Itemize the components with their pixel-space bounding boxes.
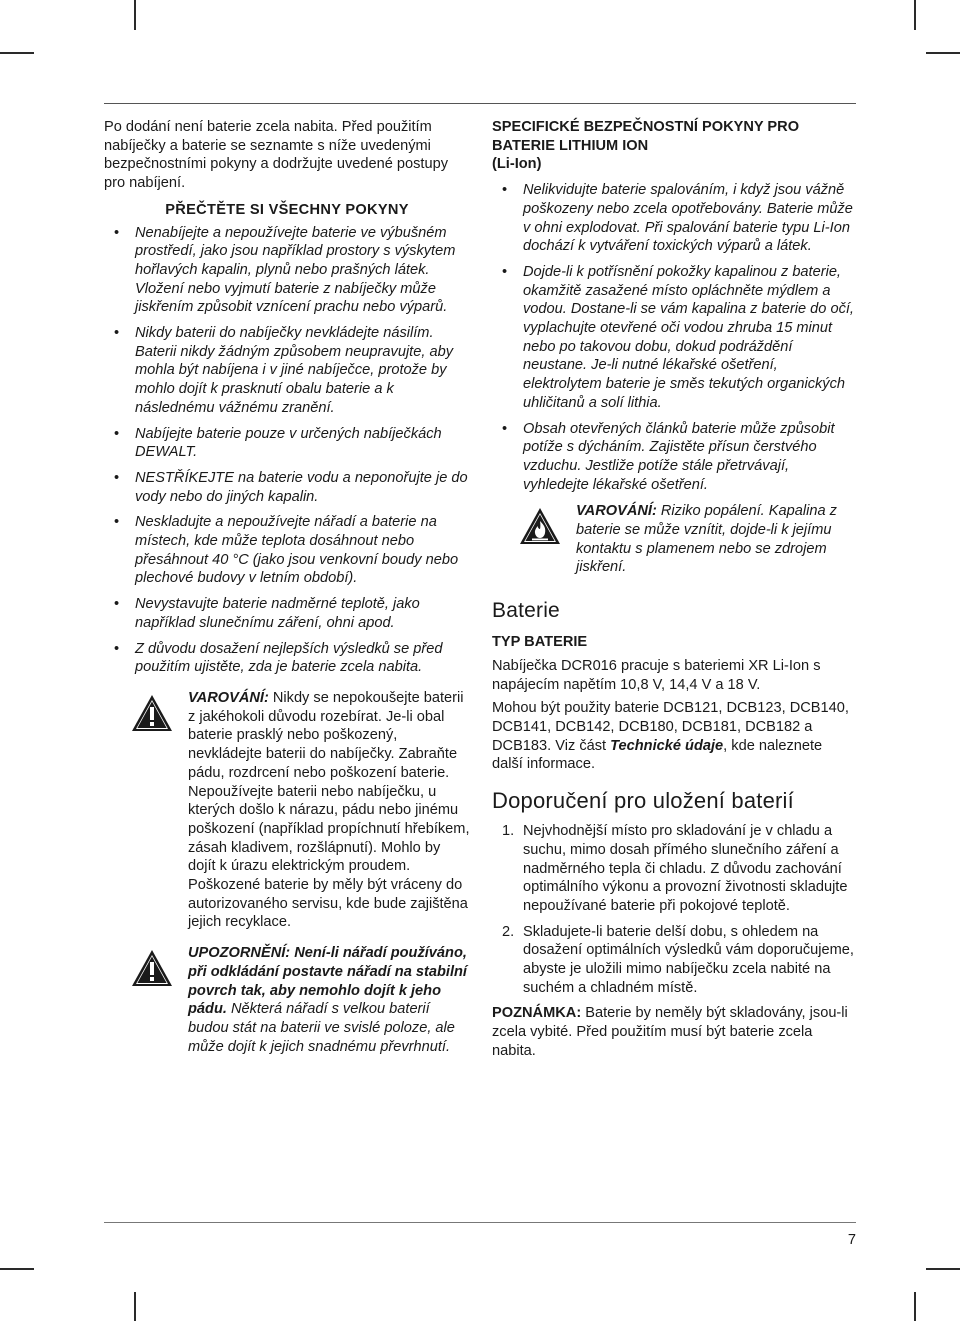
specific-safety-heading-liion: (Li-Ion) xyxy=(492,156,542,173)
specific-safety-heading: SPECIFICKÉ BEZPEČNOSTNÍ POKYNY PRO BATERIE LITHIUM ION xyxy=(492,119,800,154)
footer-rule xyxy=(104,1222,856,1223)
technical-data-reference: Technické údaje xyxy=(610,737,724,754)
warning-block xyxy=(104,689,470,932)
caution-block xyxy=(104,944,470,1056)
crop-mark xyxy=(926,52,960,54)
warning-text: Nikdy se nepokoušejte baterii z jakéhokoli důvodu rozebírat. Je-li obal baterie prasklý nebo poškozený, nevkládejte baterii do nabíječky. Zabraňte pádu, rozdrcení nebo poškození baterie. Nepoužívejte baterii nebo nabíječku, u kterých došlo k nárazu, pádu nebo jinému poškození (například propíchnutí hřebíkem, zásah kladivem, rozšlápnutí). Mohlo by dojít k úrazu elektrickým proudem. Poškozené baterie by měly být vráceny do autorizovaného servisu, kde bude zajištěna jejich recyklace. xyxy=(188,689,470,931)
fire-warning-block xyxy=(492,502,857,577)
storage-list xyxy=(492,822,857,997)
battery-models-paragraph: Mohou být použity baterie DCB121, DCB123, DCB140, DCB141, DCB142, DCB180, DCB181, DCB182 a DCB183. Viz část Technické údaje, kde naleznete další informace. xyxy=(492,700,849,773)
battery-type-paragraph: Nabíječka DCR016 pracuje s bateriemi XR Li-Ion s napájecím napětím 10,8 V, 14,4 V a 18 V. xyxy=(492,657,821,693)
right-column xyxy=(492,118,857,1066)
crop-mark xyxy=(914,1292,916,1321)
crop-mark xyxy=(0,52,34,54)
fire-hazard-icon xyxy=(518,506,562,546)
caution-triangle-icon xyxy=(130,948,174,988)
crop-mark xyxy=(0,1268,34,1270)
crop-mark xyxy=(914,0,916,30)
list-item: • Dojde-li k potřísnění pokožky kapalinou z baterie, okamžitě zasažené místo opláchněte mýdlem a vodou. Dostane-li se vám kapalina z baterie do očí, vyplachujte otevřené oči vodou zhruba 15 minut nebo po takovou dobu, dokud podráždění neustane. Je-li nutné lékařské ošetření, elektrolytem baterie je směs tekutých organických uhličitanů a solí lithia. xyxy=(492,263,857,413)
crop-mark xyxy=(134,1292,136,1321)
list-item: • Nabíjejte baterie pouze v určených nabíječkách DEWALT. xyxy=(104,425,470,462)
page-number: 7 xyxy=(847,1232,856,1248)
left-column xyxy=(104,118,470,1066)
list-item: • Neskladujte a nepoužívejte nářadí a baterie na místech, kde může teplota dosáhnout nebo přesáhnout 40 °C (jako jsou venkovní boudy nebo plechové budovy v letním období). xyxy=(104,513,470,588)
read-all-heading: PŘEČTĚTE SI VŠECHNY POKYNY xyxy=(165,201,409,218)
caution-text: Některá nářadí s velkou baterií budou stát na baterii ve svislé poloze, ale může dojít k jejich snadnému převrhnutí. xyxy=(188,1001,455,1055)
header-rule xyxy=(104,103,856,104)
warning-triangle-icon xyxy=(130,693,174,733)
crop-mark xyxy=(134,0,136,30)
liion-bullet-list xyxy=(492,181,857,494)
list-item: • NESTŘÍKEJTE na baterie vodu a neponořujte je do vody nebo do jiných kapalin. xyxy=(104,469,470,506)
list-item: • Nelikvidujte baterie spalováním, i když jsou vážně poškozeny nebo zcela opotřebovány. Baterie může v ohni explodovat. Při spalování baterie typu Li-Ion dochází k vytváření toxických výparů a látek. xyxy=(492,181,857,256)
caution-label: UPOZORNĚNÍ: Není-li nářadí používáno, při odkládání postavte nářadí na stabilní povrch tak, aby nemohlo dojít k jeho pádu. xyxy=(188,945,467,1018)
safety-bullet-list xyxy=(104,224,470,677)
fire-warning-label: VAROVÁNÍ: xyxy=(576,503,657,520)
list-item: • Nevystavujte baterie nadměrné teplotě, jako například slunečnímu záření, ohni apod. xyxy=(104,595,470,632)
list-item: 2. Skladujete-li baterie delší dobu, s ohledem na dosažení optimálních výsledků vám doporučujeme, abyste je uložili mimo nabíječku zcela nabité na suchém a chladném místě. xyxy=(502,923,854,996)
brand-small-caps: E xyxy=(145,444,156,461)
list-item: 1. Nejvhodnější místo pro skladování je v chladu a suchu, mimo dosah přímého slunečního záření a nadměrného tepla či chladu. Z důvodu zachování optimálního výkonu a provozní životnosti skladujte nepoužívané baterie při pokojové teplotě. xyxy=(502,823,848,914)
list-item: • Nikdy baterii do nabíječky nevkládejte násilím. Baterii nikdy žádným způsobem neupravujte, aby mohla být nabíjena i v jiné nabíječce, protože by mohlo dojít k prasknutí obalu baterie a k následnému vážnému zranění. xyxy=(104,324,470,418)
warning-label: VAROVÁNÍ: xyxy=(188,689,269,706)
intro-paragraph: Po dodání není baterie zcela nabita. Před použitím nabíječky a baterie se seznamte s níže uvedenými bezpečnostními pokyny a dodržujte uvedené postupy pro nabíjení. xyxy=(104,119,448,192)
list-item: • Nenabíjejte a nepoužívejte baterie ve výbušném prostředí, jako jsou například prostory s výskytem hořlavých kapalin, plynů nebo prašných látek. Vložení nebo vyjmutí baterie z nabíječky může jiskřením způsobit vznícení prachu nebo výparů. xyxy=(104,224,470,318)
list-item: • Z důvodu dosažení nejlepších výsledků se před použitím ujistěte, zda je baterie zcela nabita. xyxy=(104,640,470,677)
note-paragraph xyxy=(492,1004,857,1060)
battery-type-heading: TYP BATERIE xyxy=(492,634,588,651)
note-text: Baterie by neměly být skladovány, jsou-li zcela vybité. Před použitím musí být baterie zcela nabita. xyxy=(492,1005,848,1059)
note-label: POZNÁMKA: xyxy=(492,1005,582,1022)
battery-section-heading: Baterie xyxy=(492,599,560,623)
crop-mark xyxy=(926,1268,960,1270)
list-item: • Obsah otevřených článků baterie může způsobit potíže s dýcháním. Zajistěte přísun čerstvého vzduchu. Jestliže potíže stále přetrvávají, vyhledejte lékařské ošetření. xyxy=(492,420,857,495)
fire-warning-text: Riziko popálení. Kapalina z baterie se může vznítit, dojde-li k jejímu kontaktu s plamenem nebo se zdrojem jiskření. xyxy=(576,503,837,576)
storage-section-heading: Doporučení pro uložení baterií xyxy=(492,788,794,814)
